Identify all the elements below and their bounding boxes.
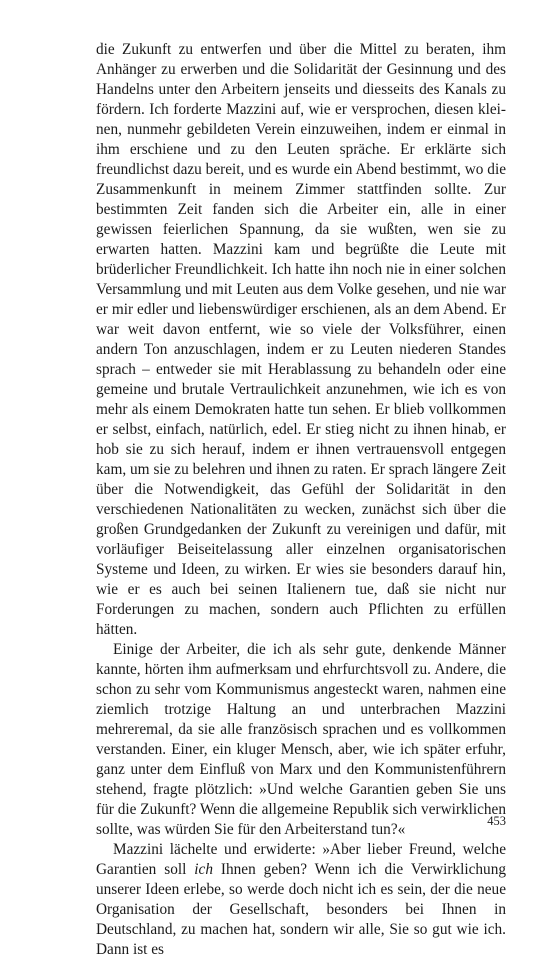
reply-text-start: Mazzini lächelte und erwiderte: »Aber lieber Freund, welche Garantien soll xyxy=(96,841,506,878)
paragraph-continued: die Zukunft zu entwerfen und über die Mittel zu beraten, ihm Anhänger zu erwerben und die Solidarität der Gesinnung und des Handelns unter den Arbeitern jenseits und diesseits des Kanals zu fördern. Ich forderte Mazzini auf, wie er versprochen, diesen kleinen, nunmehr gebildeten Verein einzuweihen, indem er einmal in ihm erschiene und zu den Leuten spräche. Er erklärte sich freundlichst dazu bereit, und es wurde ein Abend bestimmt, wo die Zusammenkunft in meinem Zimmer stattfinden sollte. Zur bestimmten Zeit fanden sich die Arbeiter ein, alle in einer gewissen feierlichen Spannung, da sie wußten, wen sie zu erwarten hatten. Mazzini kam und begrüßte die Leute mit brüderlicher Freundlichkeit. Ich hatte ihn noch nie in einer solchen Versammlung und mit Leuten aus dem Volke gesehen, und nie war er mir edler und liebenswürdiger erschienen, als an dem Abend. Er war weit davon entfernt, wie so viele der Volksführer, einen andern Ton anzuschlagen, indem er zu Leuten niederen Standes sprach – entweder sie mit Herablassung zu behandeln oder eine gemeine und brutale Vertraulichkeit anzunehmen, wie ich es von mehr als einem Demokraten hatte tun sehen. Er blieb vollkommen er selbst, einfach, natürlich, edel. Er stieg nicht zu ihnen hinab, er hob sie zu sich herauf, indem er ihnen vertrauensvoll entgegen kam, um sie zu belehren und ihnen zu raten. Er sprach längere Zeit über die Notwendigkeit, das Gefühl der Solidarität in den verschiedenen Nationalitäten zu wecken, zunächst sich über die großen Grundgedanken der Zukunft zu vereinigen und dafür, mit vorläufiger Beiseitelassung aller einzelnen organisatorischen Systeme und Ideen, zu wirken. Er wies sie besonders darauf hin, wie er es auch bei seinen Italienern tue, daß sie nicht nur Forderungen zu machen, sondern auch Pflichten zu erfüllen hätten. xyxy=(96,41,506,638)
reply-text-end: Ihnen geben? Wenn ich die Verwirklichung unserer Ideen erlebe, so werde doch nicht ich es sein, der die neue Organisation der Gesellschaft, besonders bei Ihnen in Deutschland, zu machen hat, sondern wir alle, Sie so gut wie ich. Dann ist es xyxy=(96,861,506,958)
emphasized-word: ich xyxy=(194,861,213,878)
page-number: 453 xyxy=(487,814,506,828)
paragraph-mazzini-reply xyxy=(96,840,506,960)
paragraph-workers-reaction: Einige der Arbeiter, die ich als sehr gute, denkende Männer kannte, hörten ihm aufmerksam und ehrfurchtsvoll zu. Andere, die schon zu sehr vom Kommunismus angesteckt waren, nahmen eine ziemlich trotzige Haltung an und unterbrachen Mazzini mehreremal, da sie alle französisch sprachen und es vollkommen verstanden. Einer, ein kluger Mensch, aber, wie ich später erfuhr, ganz unter dem Einfluß von Marx und den Kommunistenführern stehend, fragte plötzlich: »Und welche Garantien geben Sie uns für die Zukunft? Wenn die allgemeine Republik sich verwirklichen sollte, was würden Sie für den Arbeiterstand tun?« xyxy=(96,641,506,838)
